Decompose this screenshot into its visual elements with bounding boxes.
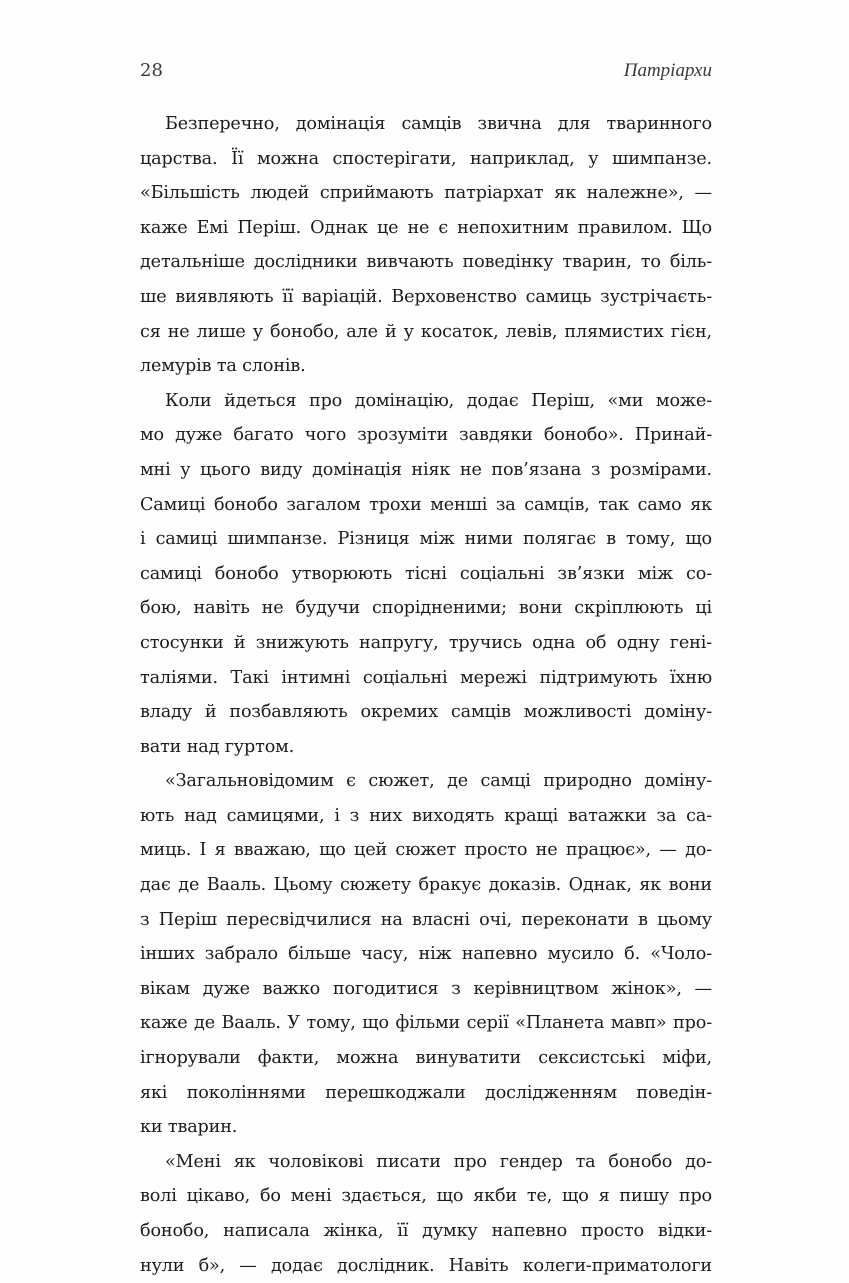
text-line: лемурів та слонів. [140,356,306,377]
text-line: Самиці бонобо загалом трохи менші за самців, так само як [140,494,712,515]
text-line: мо дуже багато чого зрозуміти завдяки бонобо». Принай- [140,425,712,446]
text-line: каже Емі Періш. Однак це не є непохитним правилом. Що [140,217,712,238]
paragraph [140,764,712,1145]
page-number: 28 [140,60,163,81]
text-line: дає де Вааль. Цьому сюжету бракує доказів. Однак, як вони [140,875,712,896]
text-line: «Більшість людей сприймають патріархат як належне», — [140,183,712,204]
text-line: з Періш пересвідчилися на власні очі, переконати в цьому [140,909,712,930]
text-line: які поколіннями перешкоджали дослідженням поведін- [140,1082,712,1103]
text-line: бою, навіть не будучи спорідненими; вони скріплюють ці [140,598,712,619]
text-line: ки тварин. [140,1117,238,1138]
text-line: «Загальновідомим є сюжет, де самці природно доміну- [165,771,712,792]
text-line: «Мені як чоловікові писати про гендер та бонобо до- [165,1151,712,1172]
text-line: детальніше дослідники вивчають поведінку тварин, то біль- [140,252,712,273]
text-line: владу й позбавляють окремих самців можливості доміну- [140,702,712,723]
text-line: бонобо, написала жінка, її думку напевно просто відки- [140,1221,712,1241]
text-line: стосунки й знижують напругу, тручись одна об одну гені- [140,632,712,653]
text-line: і самиці шимпанзе. Різниця між ними полягає в тому, що [140,529,712,550]
page-header [140,60,712,86]
text-line: ся не лише у бонобо, але й у косаток, левів, плямистих гієн, [140,321,712,342]
text-line: каже де Вааль. У тому, що фільми серії «Планета мавп» про- [140,1013,712,1034]
text-line: Коли йдеться про домінацію, додає Періш, «ми може- [165,390,712,411]
text-line: таліями. Такі інтимні соціальні мережі підтримують їхню [140,667,712,688]
text-line: інших забрало більше часу, ніж напевно мусило б. «Чоло- [140,944,712,965]
text-line: вати над гуртом. [140,736,295,757]
text-line: ше виявляють її варіацій. Верховенство самиць зустрічаєть- [140,286,712,307]
paragraph [140,384,712,765]
text-line: вікам дуже важко погодитися з керівництвом жінок», — [140,978,712,999]
text-line: самиці бонобо утворюють тісні соціальні зв’язки між со- [140,563,712,584]
text-line: нули б», — додає дослідник. Навіть колеги-приматологи [140,1255,712,1276]
text-line: Безперечно, домінація самців звична для тваринного [165,114,712,134]
body-text [140,107,712,1283]
text-line: миць. І я вважаю, що цей сюжет просто не працює», — до- [140,840,712,861]
paragraph [140,107,712,384]
text-line: ють над самицями, і з них виходять кращі ватажки за са- [140,805,712,826]
text-line: мні у цього виду домінація ніяк не пов’язана з розмірами. [140,459,712,480]
text-line: волі цікаво, бо мені здається, що якби те, що я пишу про [140,1186,712,1207]
paragraph [140,1145,712,1283]
text-line: царства. Її можна спостерігати, наприклад, у шимпанзе. [140,148,712,169]
running-title: Патріархи [623,60,712,81]
text-line: ігнорували факти, можна винуватити сексистські міфи, [140,1048,712,1069]
